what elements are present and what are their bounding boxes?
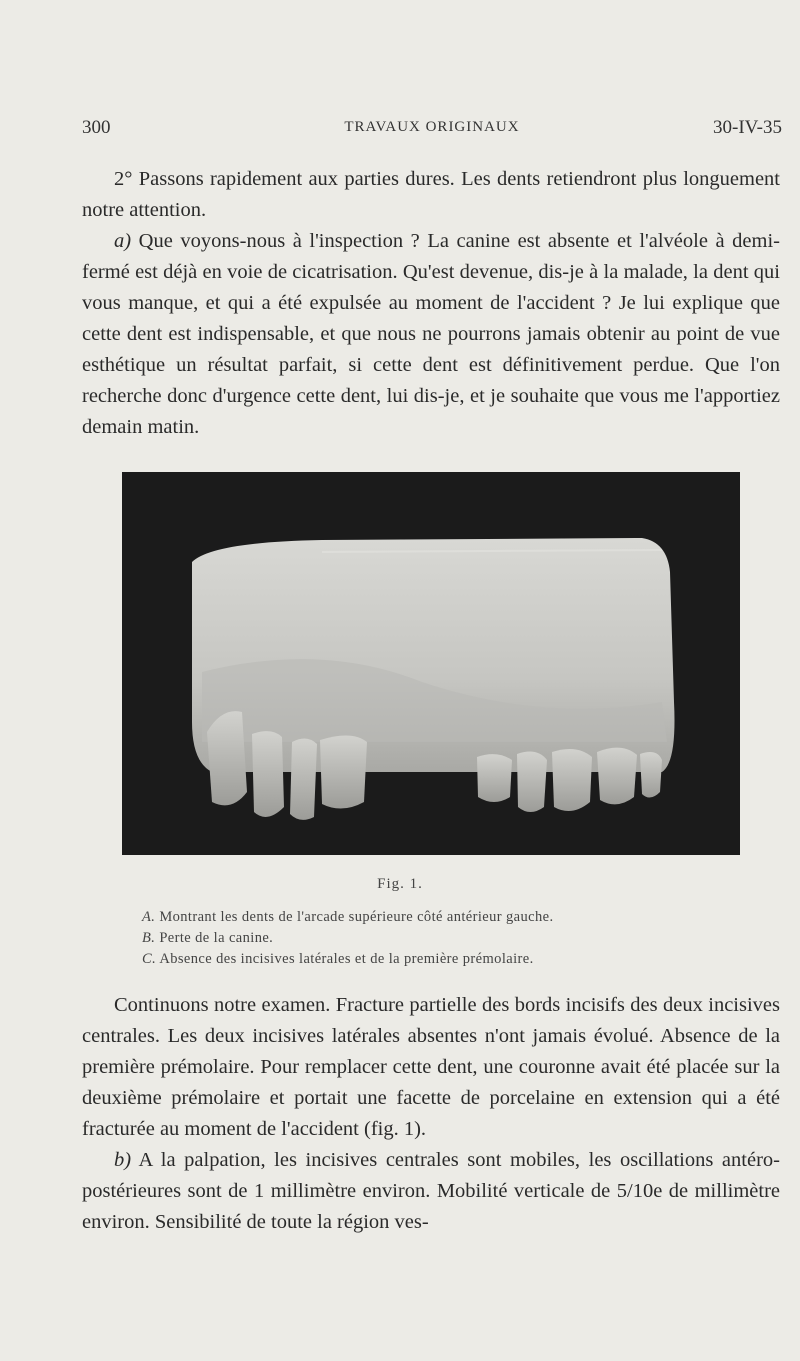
paragraph-label: b) xyxy=(114,1149,132,1171)
legend-text: Absence des incisives latérales et de la première prémolaire. xyxy=(159,951,534,967)
paragraph-text: A la palpation, les incisives centrales sont mobiles, les oscillations antéro-postérieures sont de 1 millimètre environ. Mobilité verticale de 5/10e de millimètre environ. Sensibilité de toute la région ves- xyxy=(82,1149,780,1233)
legend-key: B. xyxy=(142,930,156,946)
legend-item xyxy=(142,949,762,970)
paragraph: 2° Passons rapidement aux parties dures. Les dents retiendront plus longuement notre attention. xyxy=(82,168,780,221)
dental-cast-photo xyxy=(122,472,740,855)
legend-text: Montrant les dents de l'arcade supérieure côté antérieur gauche. xyxy=(159,909,554,925)
legend-item xyxy=(142,907,762,928)
text-block-bottom xyxy=(82,990,780,1238)
text-block-top xyxy=(82,164,780,443)
running-title: TRAVAUX ORIGINAUX xyxy=(344,119,520,135)
figure-caption: Fig. 1. xyxy=(377,876,423,892)
legend-item xyxy=(142,928,762,949)
paragraph-text: Que voyons-nous à l'inspection ? La canine est absente et l'alvéole à demi-fermé est déjà en voie de cicatrisation. Qu'est devenue, dis-je à la malade, la dent qui vous manque, et qui a été expulsée au moment de l'accident ? Je lui explique que cette dent est indispensable, et que nous ne pourrons jamais obtenir au point de vue esthétique un résultat parfait, si cette dent est définitivement perdue. Que l'on recherche donc d'urgence cette dent, lui dis-je, et je souhaite que vous me l'apportiez demain matin. xyxy=(82,230,780,438)
paragraph-label: a) xyxy=(114,230,132,252)
paragraph: Continuons notre examen. Fracture partielle des bords incisifs des deux incisives centrales. Les deux incisives latérales absentes n'ont jamais évolué. Absence de la première prémolaire. Pour remplacer cette dent, une couronne avait été placée sur la deuxième prémolaire et portait une facette de porcelaine en extension qui a été fracturée au moment de l'accident (fig. 1). xyxy=(82,994,780,1140)
issue-date: 30-IV-35 xyxy=(713,117,782,138)
legend-key: A. xyxy=(142,909,156,925)
figure-photo xyxy=(122,472,740,855)
legend-key: C. xyxy=(142,951,157,967)
paragraph xyxy=(82,226,780,443)
figure-legend xyxy=(142,907,762,970)
page-number: 300 xyxy=(82,117,111,138)
legend-text: Perte de la canine. xyxy=(159,930,274,946)
paragraph xyxy=(82,1145,780,1238)
